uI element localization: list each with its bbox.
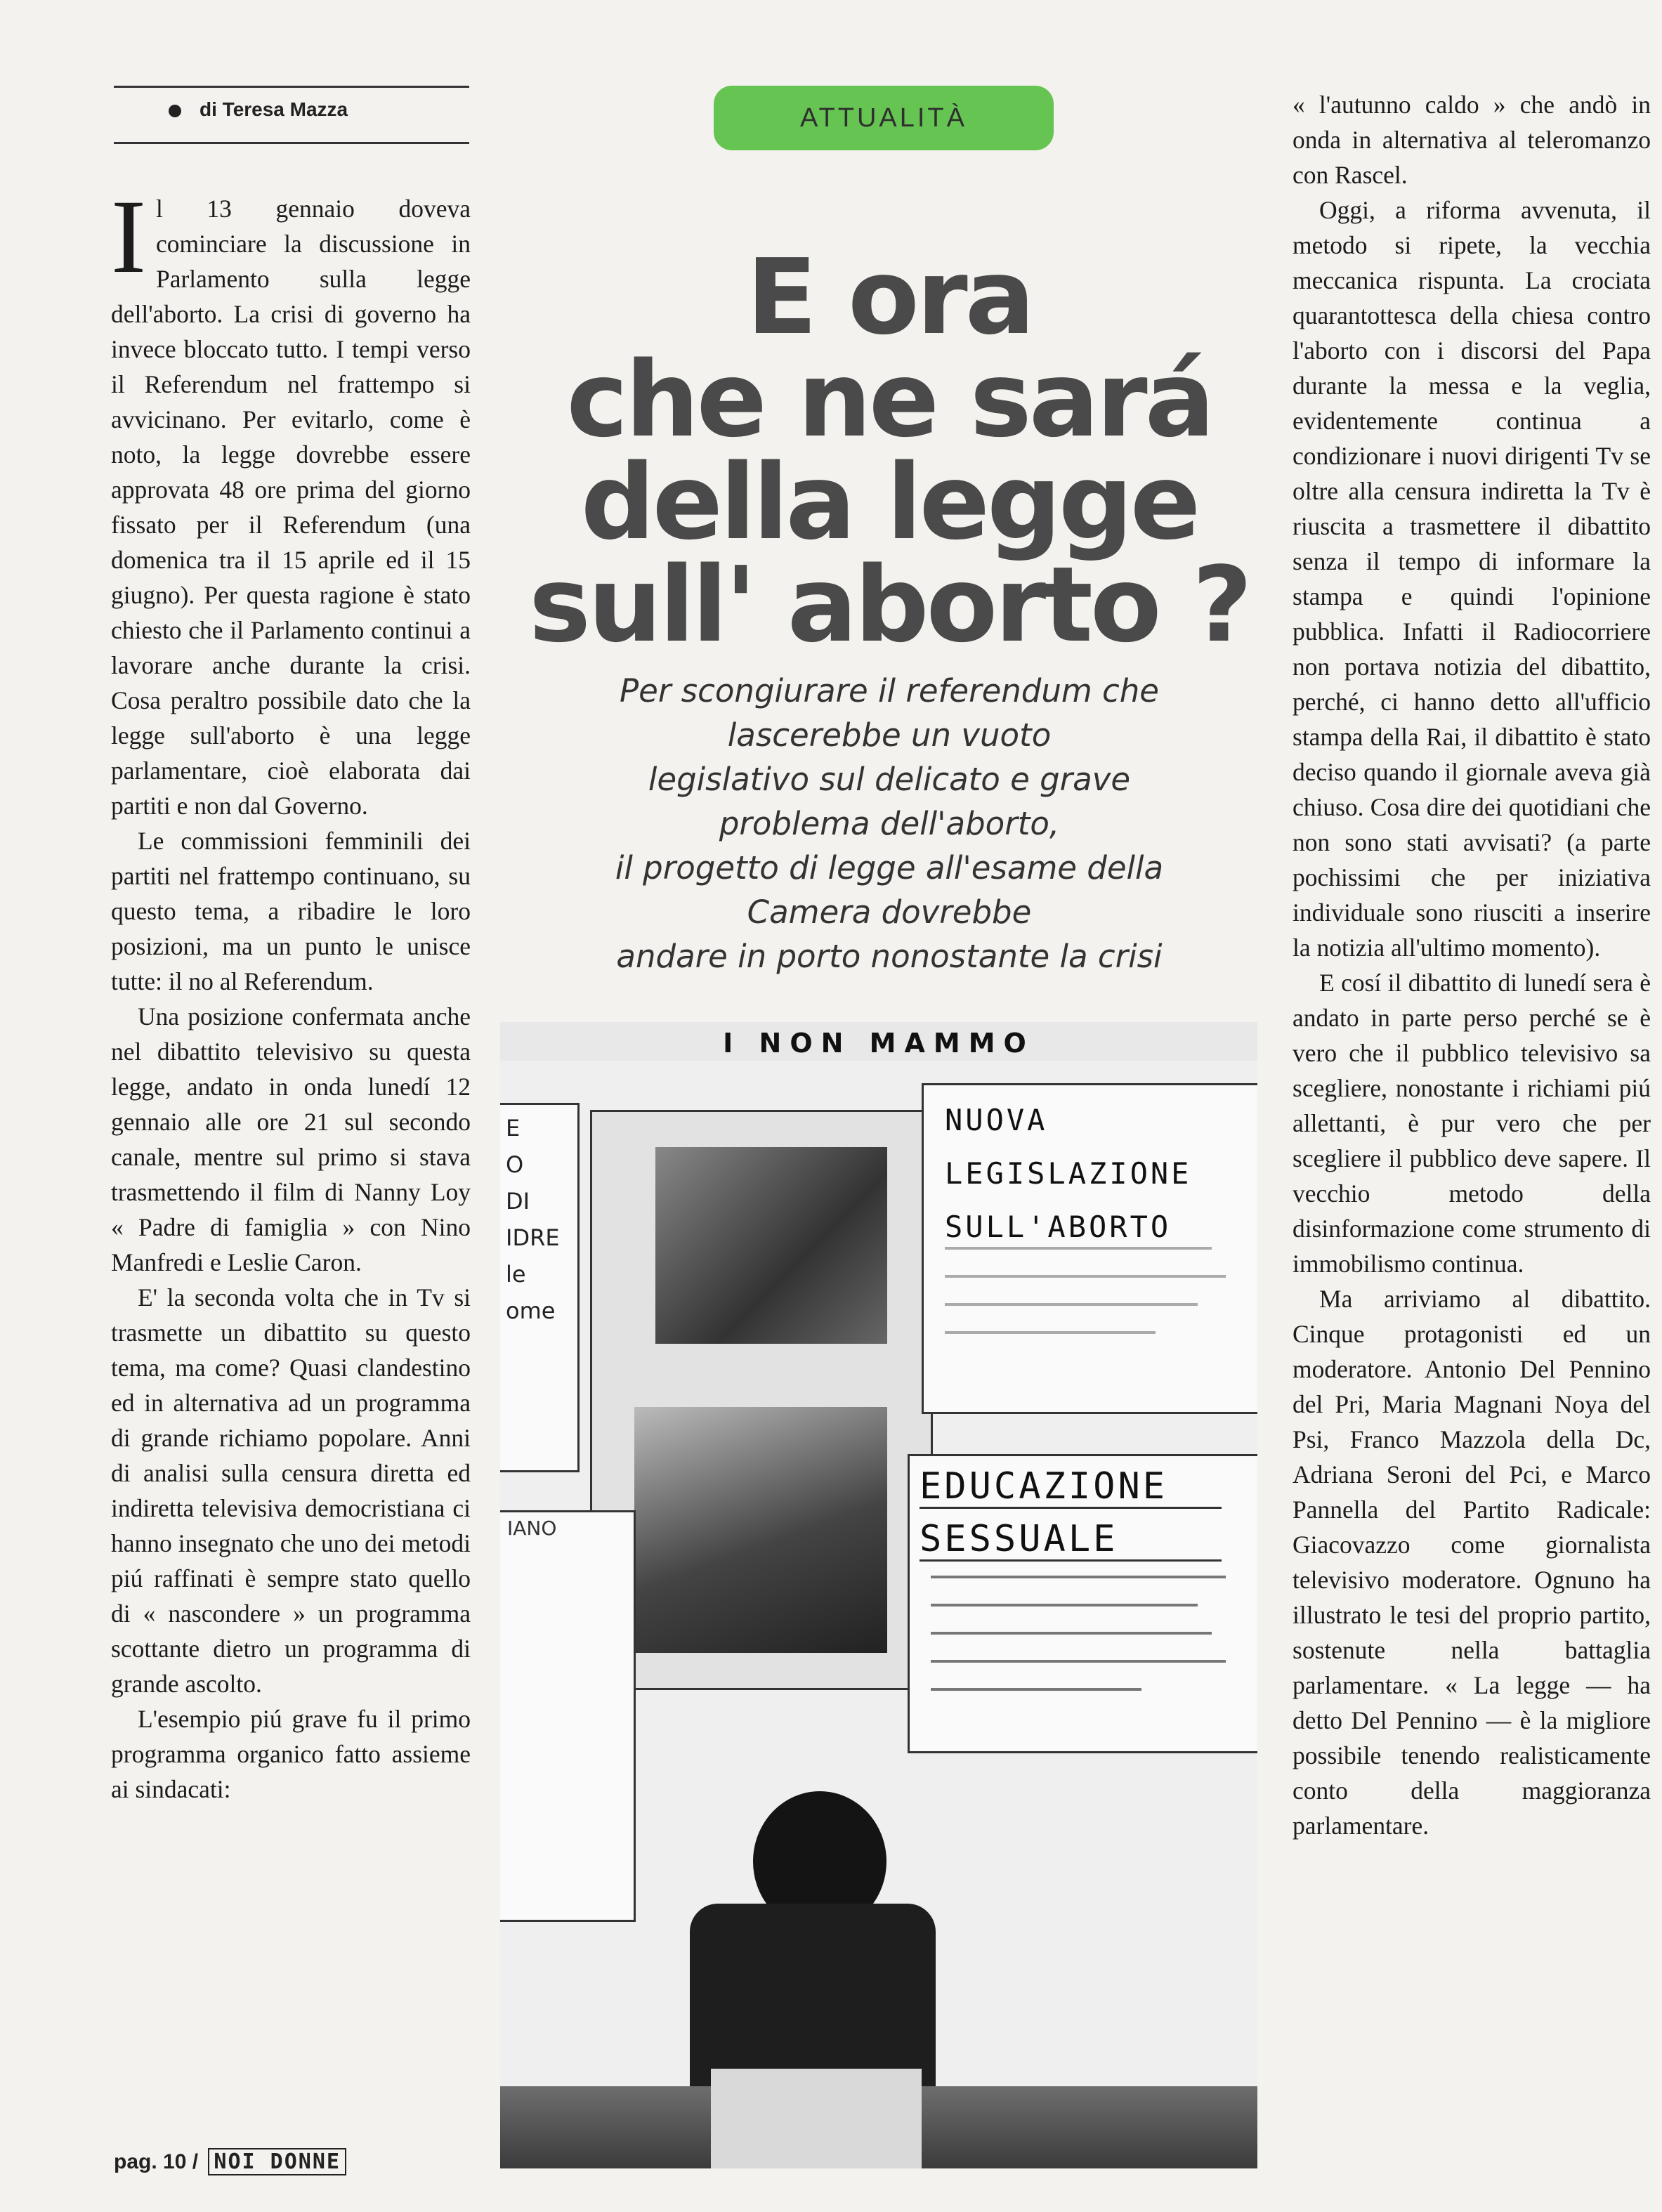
- page-footer: [114, 2149, 346, 2174]
- article-right-column: [1293, 87, 1651, 1843]
- byline: [114, 98, 469, 121]
- photo-panel-left-lower: IANO: [500, 1510, 636, 1922]
- headline: [500, 237, 1278, 665]
- scribble: [945, 1303, 1198, 1306]
- article-paragraph: Il 13 gennaio doveva cominciare la discussione in Parlamento sulla legge dell'aborto. La crisi di governo ha invece bloccato tutto. I tempi verso il Referendum nel frattempo si avvicinano. Per evitarlo, come è noto, la legge dovrebbe essere approvata 48 ore prima del giorno fissato per il Referendum (una domenica tra il 15 aprile ed il 15 giugno). Per questa ragione è stato chiesto che il Parlamento continui a lavorare anche durante la crisi. Cosa peraltro possibile dato che la legge sull'aborto è una legge parlamentare, cioè elaborata dai partiti e non dal Governo.: [111, 178, 471, 820]
- subheadline-line: problema dell'aborto,: [719, 805, 1060, 842]
- headline-line: della legge: [580, 442, 1198, 563]
- byline-rule-top: [114, 86, 469, 88]
- photo-classroom: [655, 1147, 887, 1344]
- scribble: [931, 1660, 1226, 1663]
- subheadline-line: il progetto di legge all'esame della: [615, 849, 1164, 886]
- subheadline-line: lascerebbe un vuoto: [727, 716, 1052, 754]
- photo-panel-nuova-legislazione: NUOVA LEGISLAZIONE SULL'ABORTO: [922, 1083, 1257, 1414]
- photo-banner-text: I NON MAMMO: [723, 1028, 1035, 1059]
- section-label: ATTUALITÀ: [714, 86, 1054, 150]
- photo-panel-educazione-sessuale: EDUCAZIONE SESSUALE: [908, 1454, 1257, 1753]
- subheadline: [500, 669, 1278, 979]
- article-paragraph: Le commissioni femminili dei partiti nel frattempo continuano, su questo tema, a ribadire le loro posizioni, ma un punto le unisce tutte: il no al Referendum.: [111, 827, 471, 995]
- photo-banner: [500, 1022, 1257, 1061]
- scribble: [945, 1247, 1212, 1250]
- footer-separator: /: [192, 2150, 199, 2173]
- headline-line: che ne sará: [566, 339, 1212, 460]
- drop-cap: I: [111, 178, 146, 295]
- photo-panel-pictures: [590, 1110, 933, 1690]
- scribble: [931, 1632, 1212, 1635]
- headline-line: sull' aborto ?: [528, 544, 1250, 665]
- article-photo: [500, 1022, 1257, 2168]
- scribble: [931, 1576, 1226, 1578]
- article-paragraph: E cosí il dibattito di lunedí sera è andato in parte perso perché se è vero che il pubblico televisivo sa scegliere, nonostante i richiami piú allettanti, è pur vero che per scegliere il pubblico deve sapere. Il vecchio metodo della disinformazione come strumento di immobilismo continua.: [1293, 969, 1651, 1278]
- article-left-column: [111, 178, 471, 1807]
- scribble: [945, 1331, 1156, 1334]
- page-number: pag. 10: [114, 2150, 187, 2173]
- bullet-icon: [169, 105, 181, 117]
- subheadline-line: andare in porto nonostante la crisi: [616, 938, 1163, 975]
- byline-author: di Teresa Mazza: [199, 98, 348, 120]
- photo-children-running: [634, 1407, 887, 1653]
- photo-child-legs: [711, 2069, 922, 2168]
- article-paragraph: « l'autunno caldo » che andò in onda in alternativa al teleromanzo con Rascel.: [1293, 91, 1651, 189]
- subheadline-line: Camera dovrebbe: [747, 894, 1032, 931]
- article-paragraph: L'esempio piú grave fu il primo programma organico fatto assieme ai sindacati:: [111, 1705, 471, 1803]
- scribble: [945, 1275, 1226, 1278]
- subheadline-line: Per scongiurare il referendum che: [620, 672, 1159, 709]
- subheadline-line: legislativo sul delicato e grave: [648, 761, 1131, 798]
- article-paragraph: Una posizione confermata anche nel dibattito televisivo su questa legge, andato in onda lunedí 12 gennaio alle ore 21 sul secondo canale, mentre sul primo si stava trasmettendo il film di Nanny Loy « Padre di famiglia » con Nino Manfredi e Leslie Caron.: [111, 1002, 471, 1276]
- photo-noticeboard: [500, 1061, 1257, 2086]
- scribble: [931, 1604, 1198, 1606]
- article-paragraph: E' la seconda volta che in Tv si trasmette un dibattito su questo tema, ma come? Quasi clandestino ed in alternativa ad un programma di grande richiamo popolare. Anni di analisi sulla censura diretta ed indiretta televisiva democristiana ci hanno insegnato che uno dei metodi piú raffinati è sempre stato quello di « nascondere » un programma scottante dietro un programma di grande ascolto.: [111, 1283, 471, 1698]
- article-paragraph: Ma arriviamo al dibattito. Cinque protagonisti ed un moderatore. Antonio Del Pennino del Pri, Maria Magnani Noya del Psi, Franco Mazzola della Dc, Adriana Seroni del Pci, e Marco Pannella del Partito Radicale: Giacovazzo come giornalista televisivo moderatore. Ognuno ha illustrato le tesi del proprio partito, sostenute nella battaglia parlamentare. « La legge — ha detto Del Pennino — è la migliore possibile tenendo realisticamente conto della maggioranza parlamentare.: [1293, 1285, 1651, 1840]
- headline-line: E ora: [746, 237, 1033, 358]
- article-paragraph: Oggi, a riforma avvenuta, il metodo si ripete, la vecchia meccanica rispunta. La crociata quarantottesca della chiesa contro l'aborto con i discorsi del Papa durante la messa e la veglia, evidentemente continua a condizionare i nuovi dirigenti Tv se oltre alla censura indiretta la Tv è riuscita a trasmettere il dibattito senza il tempo di informare la stampa e quindi l'opinione pubblica. Infatti il Radiocorriere non portava notizia del dibattito, perché, ci hanno detto all'ufficio stampa della Rai, il dibattito è stato deciso quando il giornale aveva già chiuso. Cosa dire dei quotidiani che non sono stati avvisati? (a parte pochissimi che per iniziativa individuale sono riusciti a inserire la notizia all'ultimo momento).: [1293, 196, 1651, 962]
- byline-rule-bottom: [114, 142, 469, 144]
- scribble: [931, 1688, 1141, 1691]
- photo-panel-left: E O DI IDRE le ome: [500, 1103, 580, 1472]
- magazine-logo: NOI DONNE: [208, 2148, 346, 2175]
